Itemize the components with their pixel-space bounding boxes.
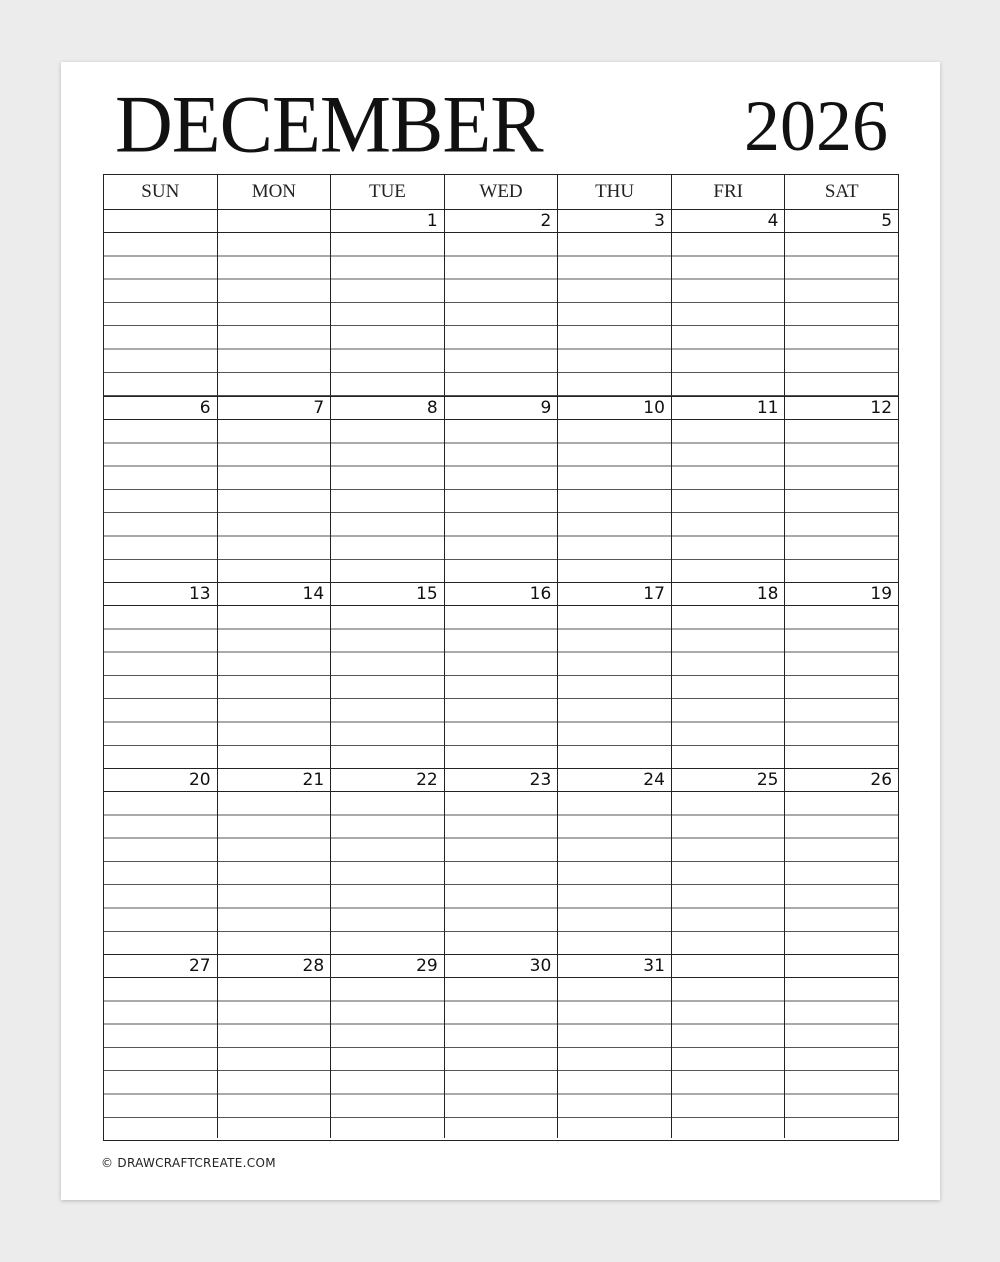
day-number: 7: [218, 397, 331, 420]
day-cell[interactable]: [558, 768, 672, 954]
day-number: [785, 955, 898, 978]
day-number: 4: [672, 210, 785, 233]
writing-lines[interactable]: [104, 420, 217, 583]
calendar-grid: [103, 174, 899, 1141]
day-cell[interactable]: [445, 210, 559, 396]
writing-lines[interactable]: [672, 233, 785, 396]
day-cell[interactable]: [331, 396, 445, 582]
writing-lines[interactable]: [445, 978, 558, 1139]
day-number: 24: [558, 769, 671, 792]
writing-lines[interactable]: [785, 606, 898, 769]
day-number: [672, 955, 785, 978]
week-row: [104, 768, 898, 954]
day-number: 29: [331, 955, 444, 978]
writing-lines[interactable]: [558, 606, 671, 769]
writing-lines[interactable]: [331, 606, 444, 769]
day-cell[interactable]: [785, 396, 898, 582]
day-cell[interactable]: [672, 768, 786, 954]
writing-lines[interactable]: [785, 978, 898, 1139]
writing-lines[interactable]: [558, 978, 671, 1139]
week-row: [104, 582, 898, 768]
writing-lines[interactable]: [785, 233, 898, 396]
weekday-header: [104, 175, 898, 210]
day-number: 15: [331, 583, 444, 606]
day-cell[interactable]: [104, 582, 218, 768]
day-cell[interactable]: [445, 396, 559, 582]
day-number: 2: [445, 210, 558, 233]
day-cell[interactable]: [104, 396, 218, 582]
weekday-mon: MON: [218, 175, 332, 209]
weekday-tue: TUE: [331, 175, 445, 209]
day-number: 3: [558, 210, 671, 233]
month-title: DECEMBER: [115, 79, 543, 170]
writing-lines[interactable]: [558, 233, 671, 396]
day-cell[interactable]: [785, 768, 898, 954]
day-number: 1: [331, 210, 444, 233]
day-number: 12: [785, 397, 898, 420]
year-title: 2026: [744, 86, 888, 166]
writing-lines[interactable]: [445, 233, 558, 396]
writing-lines[interactable]: [445, 420, 558, 583]
day-cell[interactable]: [672, 396, 786, 582]
day-number: 11: [672, 397, 785, 420]
day-number: 10: [558, 397, 671, 420]
day-cell[interactable]: [672, 210, 786, 396]
weekday-sun: SUN: [104, 175, 218, 209]
day-number: 9: [445, 397, 558, 420]
day-cell[interactable]: [218, 582, 332, 768]
writing-lines[interactable]: [104, 606, 217, 769]
weekday-fri: FRI: [672, 175, 786, 209]
day-cell[interactable]: [785, 582, 898, 768]
day-number: 30: [445, 955, 558, 978]
day-number: 6: [104, 397, 217, 420]
week-row: [104, 396, 898, 582]
weekday-thu: THU: [558, 175, 672, 209]
writing-lines[interactable]: [785, 792, 898, 955]
week-row: [104, 210, 898, 396]
day-cell[interactable]: [331, 954, 445, 1138]
day-cell[interactable]: [331, 768, 445, 954]
day-cell[interactable]: [218, 768, 332, 954]
day-cell[interactable]: [785, 954, 898, 1138]
writing-lines[interactable]: [218, 233, 331, 396]
day-cell[interactable]: [672, 954, 786, 1138]
day-cell[interactable]: [104, 210, 218, 396]
day-number: 19: [785, 583, 898, 606]
day-cell[interactable]: [558, 396, 672, 582]
day-cell[interactable]: [558, 210, 672, 396]
day-cell[interactable]: [558, 954, 672, 1138]
writing-lines[interactable]: [218, 420, 331, 583]
day-number: 20: [104, 769, 217, 792]
writing-lines[interactable]: [785, 420, 898, 583]
day-number: 5: [785, 210, 898, 233]
day-cell[interactable]: [445, 582, 559, 768]
writing-lines[interactable]: [104, 978, 217, 1139]
day-cell[interactable]: [785, 210, 898, 396]
writing-lines[interactable]: [672, 420, 785, 583]
writing-lines[interactable]: [558, 792, 671, 955]
day-number: [104, 210, 217, 233]
writing-lines[interactable]: [104, 792, 217, 955]
day-cell[interactable]: [331, 210, 445, 396]
day-cell[interactable]: [218, 954, 332, 1138]
day-cell[interactable]: [331, 582, 445, 768]
writing-lines[interactable]: [331, 978, 444, 1139]
writing-lines[interactable]: [672, 792, 785, 955]
day-cell[interactable]: [218, 396, 332, 582]
writing-lines[interactable]: [672, 606, 785, 769]
writing-lines[interactable]: [445, 606, 558, 769]
weekday-wed: WED: [445, 175, 559, 209]
copyright-footer: © DRAWCRAFTCREATE.COM: [101, 1156, 276, 1170]
day-cell[interactable]: [104, 954, 218, 1138]
writing-lines[interactable]: [331, 233, 444, 396]
day-number: 13: [104, 583, 217, 606]
writing-lines[interactable]: [218, 792, 331, 955]
day-number: 21: [218, 769, 331, 792]
day-cell[interactable]: [445, 768, 559, 954]
day-cell[interactable]: [445, 954, 559, 1138]
writing-lines[interactable]: [218, 606, 331, 769]
weeks-container: [104, 210, 898, 1138]
day-number: 27: [104, 955, 217, 978]
day-cell[interactable]: [558, 582, 672, 768]
day-number: [218, 210, 331, 233]
day-cell[interactable]: [218, 210, 332, 396]
week-row: [104, 954, 898, 1138]
writing-lines[interactable]: [331, 792, 444, 955]
day-number: 16: [445, 583, 558, 606]
day-number: 8: [331, 397, 444, 420]
day-number: 23: [445, 769, 558, 792]
day-cell[interactable]: [104, 768, 218, 954]
day-number: 17: [558, 583, 671, 606]
day-number: 14: [218, 583, 331, 606]
day-number: 22: [331, 769, 444, 792]
writing-lines[interactable]: [218, 978, 331, 1139]
writing-lines[interactable]: [558, 420, 671, 583]
writing-lines[interactable]: [672, 978, 785, 1139]
writing-lines[interactable]: [445, 792, 558, 955]
day-number: 28: [218, 955, 331, 978]
day-cell[interactable]: [672, 582, 786, 768]
weekday-sat: SAT: [824, 181, 859, 202]
writing-lines[interactable]: [331, 420, 444, 583]
day-number: 25: [672, 769, 785, 792]
day-number: 31: [558, 955, 671, 978]
day-number: 18: [672, 583, 785, 606]
writing-lines[interactable]: [104, 233, 217, 396]
day-number: 26: [785, 769, 898, 792]
